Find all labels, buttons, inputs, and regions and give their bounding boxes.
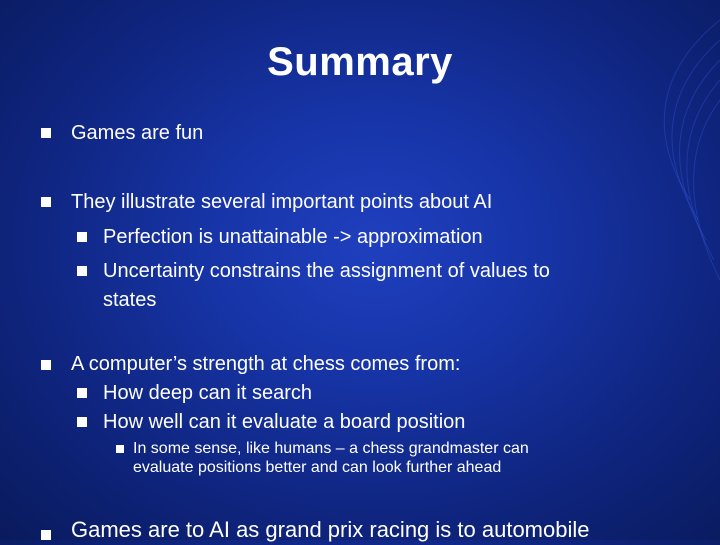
- sub-bullet-marker: [77, 266, 87, 276]
- sub-bullet-marker: [77, 388, 87, 398]
- bullet-text: Games are to AI as grand prix racing is to automobile: [71, 517, 590, 542]
- bullet-text: Games are fun: [71, 122, 204, 144]
- sub-sub-bullet-text: In some sense, like humans – a chess grandmaster can: [133, 440, 529, 457]
- sub-bullet-text: How deep can it search: [103, 382, 313, 404]
- bullet-marker: [41, 360, 51, 370]
- sub-sub-bullet-text-continued: evaluate positions better and can look further ahead: [133, 459, 502, 476]
- sub-bullet-text: Uncertainty constrains the assignment of values to: [103, 260, 550, 282]
- bullet-text: A computer’s strength at chess comes from:: [71, 353, 461, 375]
- sub-bullet-text: How well can it evaluate a board position: [103, 411, 466, 433]
- sub-bullet-marker: [77, 417, 87, 427]
- sub-bullet-text-continued: states: [103, 289, 157, 311]
- sub-bullet-marker: [77, 232, 87, 242]
- bullet-text: They illustrate several important points about AI: [71, 191, 493, 213]
- sub-bullet-text: Perfection is unattainable -> approximation: [103, 226, 483, 248]
- bullet-marker: [41, 197, 51, 207]
- bullet-marker: [41, 530, 51, 540]
- sub-sub-bullet-marker: [116, 445, 124, 453]
- bullet-marker: [41, 128, 51, 138]
- slide-title: Summary: [267, 40, 453, 84]
